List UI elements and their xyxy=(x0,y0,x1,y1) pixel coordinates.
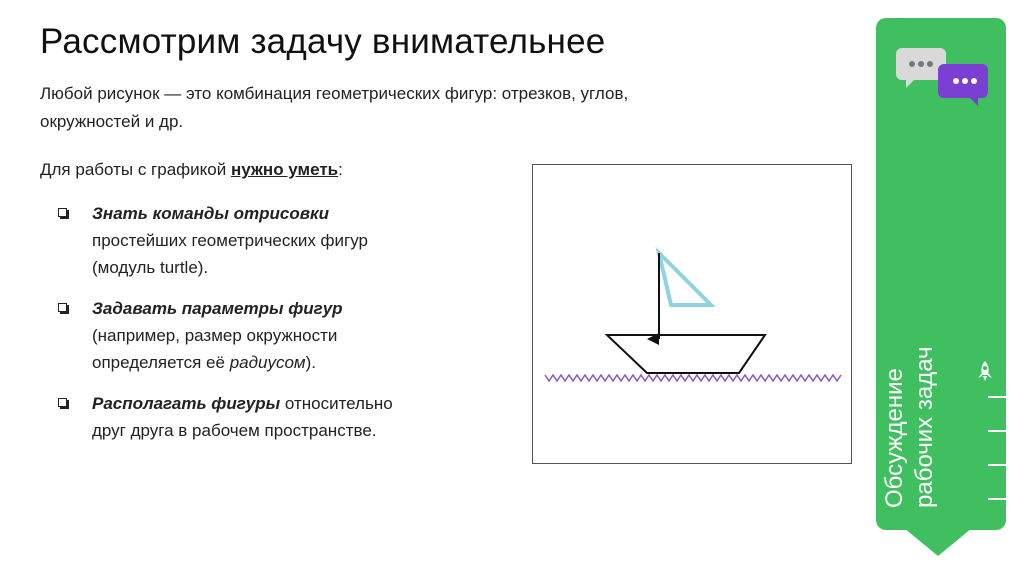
slide-title: Рассмотрим задачу внимательнее xyxy=(40,22,606,61)
bullet-italic-text: радиусом xyxy=(229,353,306,372)
skills-lead-text: Для работы с графикой xyxy=(40,160,231,179)
boat-drawing-canvas xyxy=(533,165,851,463)
intro-line-2: окружностей и др. xyxy=(40,112,184,131)
bullet-text: относительно xyxy=(280,394,393,413)
bullet-heading: Располагать фигуры xyxy=(92,394,281,413)
boat-drawing xyxy=(532,164,852,464)
intro-text xyxy=(40,80,760,136)
bullet-heading: Задавать параметры фигур xyxy=(92,299,343,318)
chat-bubbles-icon xyxy=(896,44,988,108)
tick-mark xyxy=(988,498,1006,500)
bullet-line: (например, размер окружности xyxy=(92,326,338,345)
rocket-icon xyxy=(976,360,994,382)
list-item xyxy=(40,295,480,376)
hull-shape xyxy=(607,335,765,373)
bullet-text: ). xyxy=(305,353,316,372)
bullet-line: друг друга в рабочем пространстве. xyxy=(92,421,377,440)
bullet-line: (модуль turtle). xyxy=(92,258,209,277)
side-panel-label-line-2: рабочих задач xyxy=(911,346,938,508)
list-item xyxy=(40,390,480,444)
sail-triangle xyxy=(659,253,711,305)
tick-mark xyxy=(988,464,1006,466)
side-panel-label xyxy=(880,346,940,508)
bullet-text: определяется её xyxy=(92,353,230,372)
side-panel-label-line-1: Обсуждение xyxy=(881,368,908,508)
checkbox-bullet-icon xyxy=(58,398,67,407)
intro-line-1: Любой рисунок — это комбинация геометрических фигур: отрезков, углов, xyxy=(40,84,629,103)
checkbox-bullet-icon xyxy=(58,208,67,217)
list-item xyxy=(40,200,480,281)
bullet-line xyxy=(92,390,480,417)
side-panel-pointer xyxy=(904,528,972,556)
skills-lead-colon: : xyxy=(338,160,343,179)
checkbox-bullet-icon xyxy=(58,303,67,312)
wave-line xyxy=(545,375,841,381)
skills-lead-emphasis: нужно уметь xyxy=(230,160,339,179)
tick-mark xyxy=(988,430,1006,432)
bullet-line xyxy=(92,349,480,376)
bullet-line: простейших геометрических фигур xyxy=(92,231,368,250)
skills-list xyxy=(40,200,480,458)
tick-mark xyxy=(988,396,1006,398)
skills-lead xyxy=(40,160,343,180)
bullet-heading: Знать команды отрисовки xyxy=(92,204,330,223)
